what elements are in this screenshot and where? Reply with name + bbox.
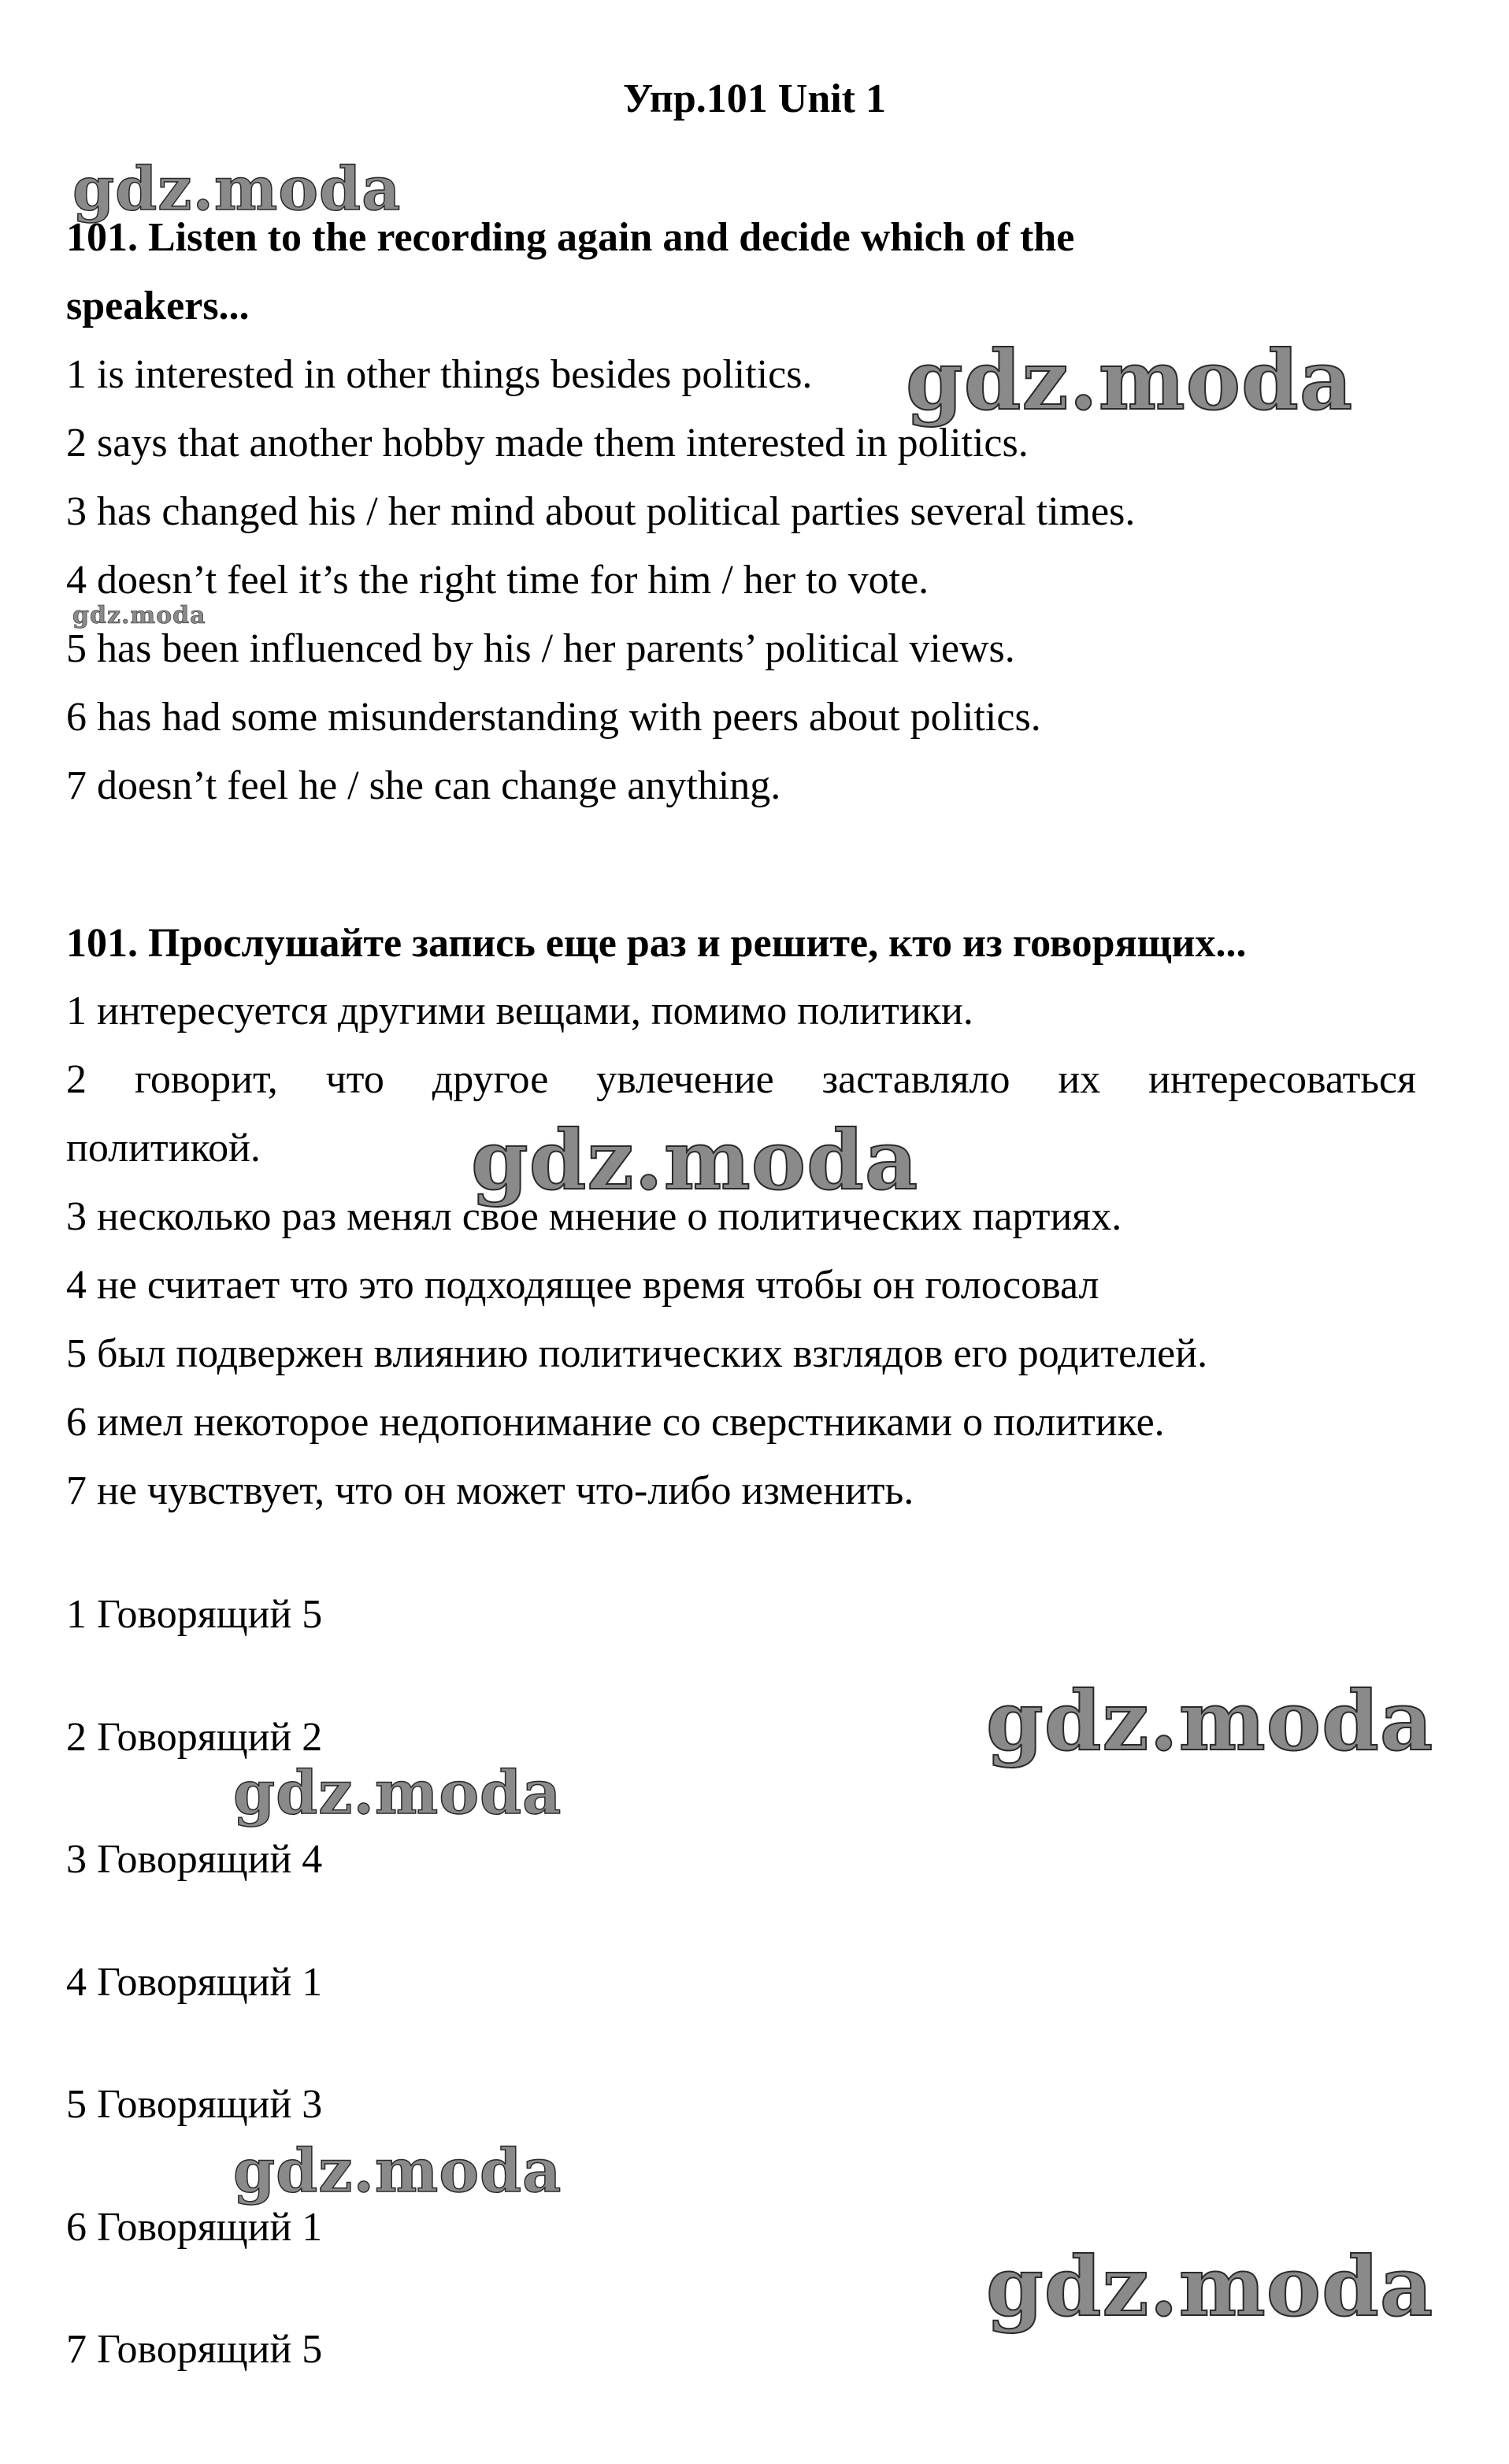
english-item-6: 6 has had some misunderstanding with peers about politics. xyxy=(66,695,1041,740)
russian-item-2-continuation: политикой. xyxy=(66,1126,261,1171)
answer-5: 5 Говорящий 3 xyxy=(66,2082,323,2127)
russian-item-4: 4 не считает что это подходящее время чтобы он голосовал xyxy=(66,1263,1099,1308)
watermark-logo: gdz.moda xyxy=(233,2136,562,2206)
watermark-logo: gdz.moda xyxy=(986,1672,1434,1769)
page-title: Упр.101 Unit 1 xyxy=(622,76,886,121)
answer-2: 2 Говорящий 2 xyxy=(66,1715,323,1760)
watermark-logo: gdz.moda xyxy=(906,332,1354,429)
russian-item-5: 5 был подвержен влиянию политических взглядов его родителей. xyxy=(66,1331,1208,1376)
answer-1: 1 Говорящий 5 xyxy=(66,1592,323,1637)
watermark-logo: gdz.moda xyxy=(986,2238,1434,2335)
russian-item-2-word: 2 xyxy=(66,1057,87,1102)
russian-item-6: 6 имел некоторое недопонимание со сверстниками о политике. xyxy=(66,1400,1165,1445)
answer-3: 3 Говорящий 4 xyxy=(66,1837,323,1882)
english-heading-line-1: 101. Listen to the recording again and decide which of the xyxy=(66,215,1075,260)
watermark-logo: gdz.moda xyxy=(233,1757,562,1828)
watermark-logo: gdz.moda xyxy=(471,1111,919,1208)
russian-item-2-word: их xyxy=(1058,1057,1101,1102)
answer-7: 7 Говорящий 5 xyxy=(66,2327,323,2372)
english-item-4: 4 doesn’t feel it’s the right time for him / her to vote. xyxy=(66,558,929,603)
russian-item-1: 1 интересуется другими вещами, помимо политики. xyxy=(66,989,973,1033)
russian-item-2-word: увлечение xyxy=(596,1057,774,1102)
russian-item-2-word: говорит, xyxy=(134,1057,278,1102)
english-item-3: 3 has changed his / her mind about political parties several times. xyxy=(66,489,1136,534)
answer-6: 6 Говорящий 1 xyxy=(66,2205,323,2250)
answer-4: 4 Говорящий 1 xyxy=(66,1960,323,2005)
russian-item-3: 3 несколько раз менял свое мнение о политических партиях. xyxy=(66,1194,1122,1239)
watermark-logo: gdz.moda xyxy=(72,602,206,629)
russian-item-2-word: другое xyxy=(432,1057,549,1102)
russian-item-2 xyxy=(66,1056,1416,1104)
english-item-5: 5 has been influenced by his / her parents’ political views. xyxy=(66,626,1015,671)
watermark-logo: gdz.moda xyxy=(72,154,402,224)
russian-item-2-word: интересоваться xyxy=(1148,1057,1417,1102)
russian-heading: 101. Прослушайте запись еще раз и решите, кто из говорящих... xyxy=(66,921,1247,966)
russian-item-2-word: заставляло xyxy=(821,1057,1010,1102)
english-item-1: 1 is interested in other things besides politics. xyxy=(66,352,813,397)
english-item-2: 2 says that another hobby made them interested in politics. xyxy=(66,421,1029,466)
russian-item-2-word: что xyxy=(325,1057,384,1102)
english-heading-line-2: speakers... xyxy=(66,284,250,328)
english-item-7: 7 doesn’t feel he / she can change anything. xyxy=(66,763,781,808)
russian-item-7: 7 не чувствует, что он может что-либо изменить. xyxy=(66,1468,914,1513)
